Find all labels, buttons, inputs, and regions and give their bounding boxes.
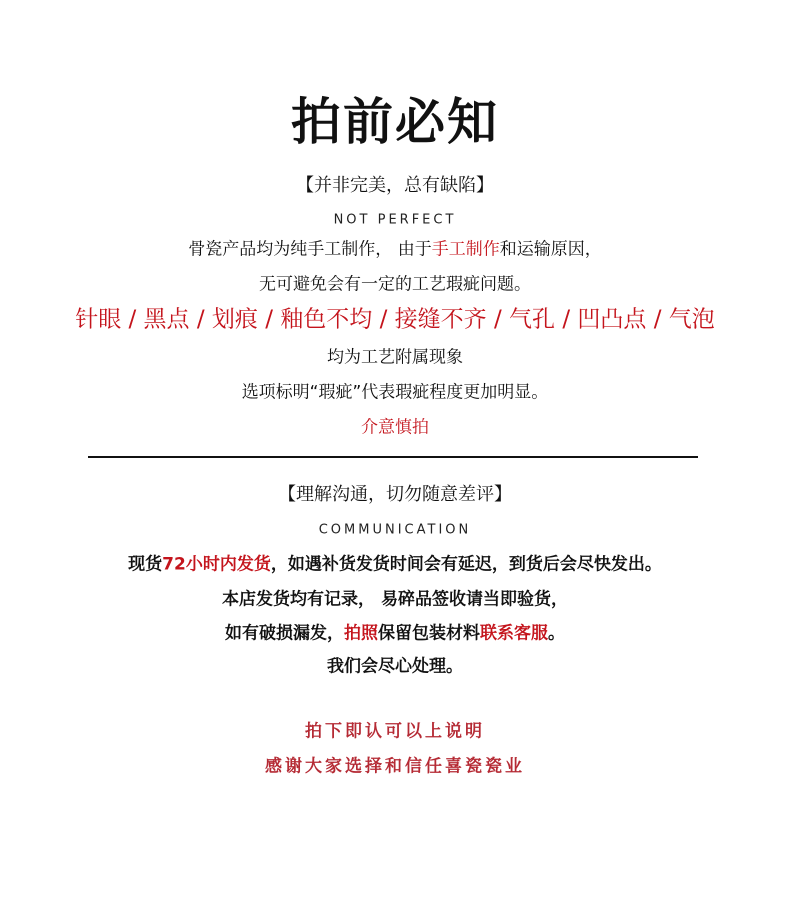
text: 。	[548, 623, 565, 644]
page-title: 拍前必知	[291, 93, 499, 151]
highlight-contact: 联系客服	[480, 623, 548, 644]
text: 如有破损漏发，	[225, 623, 344, 644]
highlight-72h: 72小时内发货	[162, 554, 271, 575]
caution-text: 介意慎拍	[361, 417, 429, 438]
handling-notice: 我们会尽心处理。	[327, 656, 463, 677]
damage-notice	[0, 623, 790, 644]
footer-acknowledge: 拍下即认可以上说明	[305, 721, 485, 742]
text: 骨瓷产品均为纯手工制作， 由于	[188, 239, 432, 260]
highlight-photo: 拍照	[344, 623, 378, 644]
highlight-handmade: 手工制作	[431, 239, 500, 260]
flaw-option-notice: 选项标明“瑕疵”代表瑕疵程度更加明显。	[241, 382, 549, 403]
text: ，如遇补货发货时间会有延迟，到货后会尽快发出。	[270, 554, 662, 575]
text: 现货	[128, 554, 163, 575]
process-notice: 均为工艺附属现象	[327, 347, 463, 368]
text: 和运输原因，	[499, 239, 602, 260]
text: 保留包装材料	[378, 623, 480, 644]
section-heading-not-perfect: 【并非完美，总有缺陷】	[296, 175, 494, 196]
section-subtitle-communication: COMMUNICATION	[318, 522, 472, 538]
section-heading-communication: 【理解沟通，切勿随意差评】	[278, 484, 512, 505]
inspection-notice: 本店发货均有记录， 易碎品签收请当即验货，	[222, 589, 568, 610]
section-subtitle-not-perfect: NOT PERFECT	[333, 212, 457, 228]
section-divider	[88, 456, 698, 458]
shipping-notice	[0, 554, 790, 575]
flaw-notice: 无可避免会有一定的工艺瑕疵问题。	[259, 274, 531, 295]
footer-thanks: 感谢大家选择和信任喜瓷瓷业	[265, 756, 525, 777]
defect-list: 针眼 / 黑点 / 划痕 / 釉色不均 / 接缝不齐 / 气孔 / 凹凸点 / 气泡	[75, 306, 715, 333]
handmade-notice	[0, 239, 790, 260]
